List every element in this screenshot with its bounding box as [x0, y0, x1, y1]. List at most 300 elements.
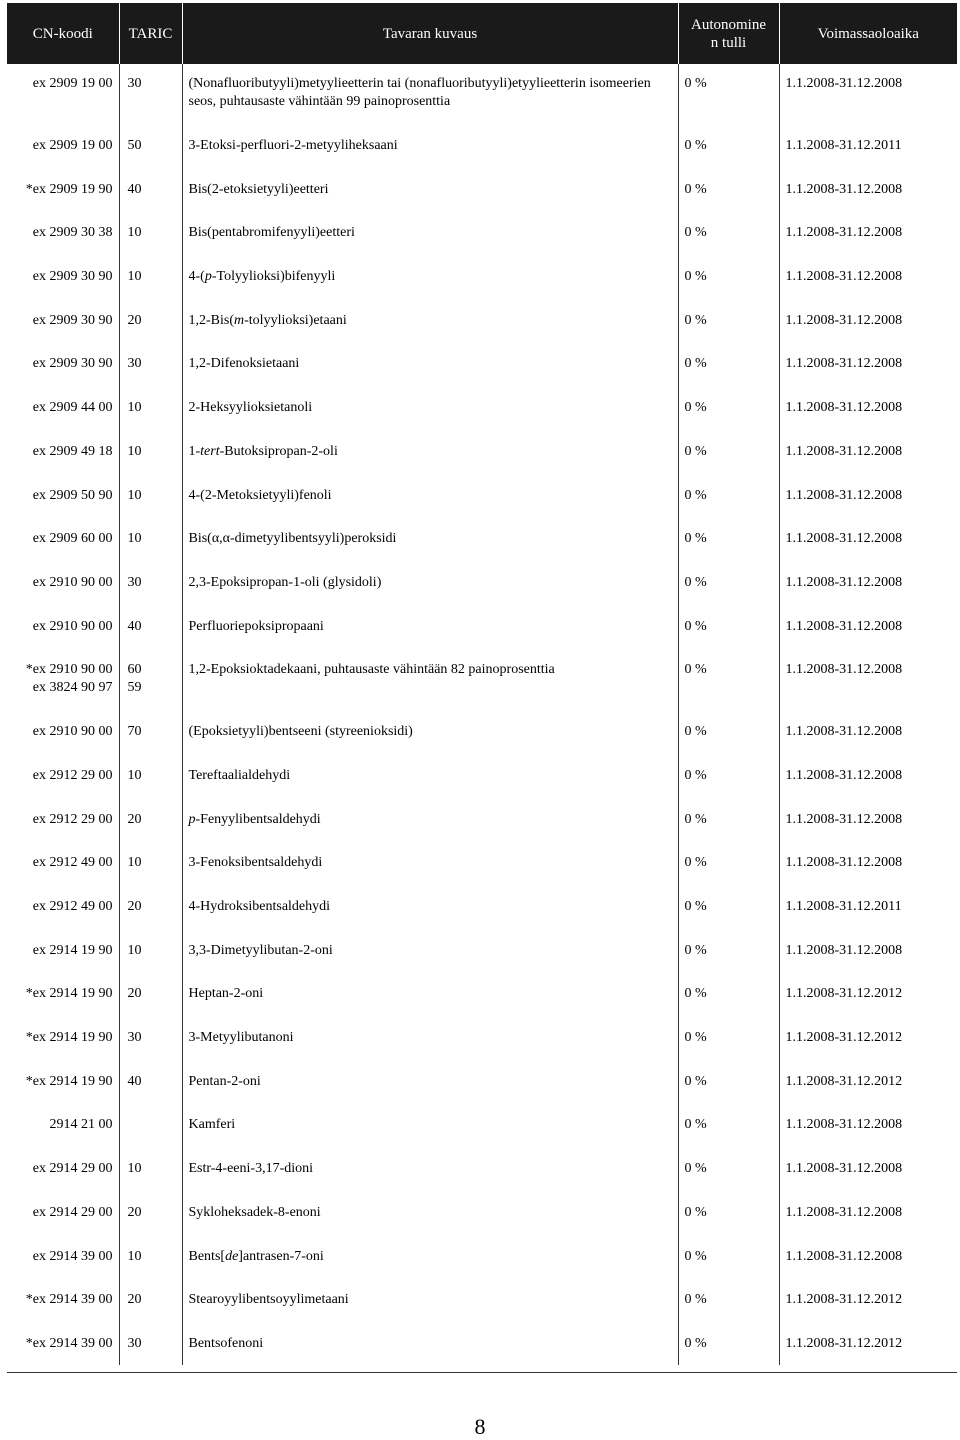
cn-code: ex 2909 30 90	[32, 269, 113, 285]
description-text-suffix: -Tolyylioksi)bifenyyli	[211, 269, 336, 285]
cn-code-cell	[7, 1149, 119, 1193]
table-row	[7, 170, 957, 214]
duty-rate: 0 %	[684, 1073, 707, 1089]
description-text-prefix: 1-	[188, 443, 201, 459]
description-text-suffix: -tolyylioksi)etaani	[244, 312, 347, 328]
taric-cell	[119, 301, 182, 345]
description-text-italic: p	[204, 269, 212, 285]
table-row	[7, 1237, 957, 1281]
taric-code: 10	[127, 1248, 142, 1264]
validity-period: 1.1.2008-31.12.2008	[785, 662, 903, 678]
table-row	[7, 1062, 957, 1106]
duty-rate: 0 %	[684, 1248, 707, 1264]
description-text-italic: p	[188, 811, 196, 827]
taric-code: 10	[127, 269, 142, 285]
cn-code-cell	[7, 388, 119, 432]
validity-period: 1.1.2008-31.12.2008	[785, 225, 903, 241]
duty-cell	[678, 1018, 779, 1062]
validity-cell	[779, 301, 957, 345]
duty-cell	[678, 887, 779, 931]
taric-cell	[119, 887, 182, 931]
taric-code: 10	[127, 942, 142, 958]
validity-period: 1.1.2008-31.12.2012	[785, 1030, 903, 1046]
duty-rate: 0 %	[684, 1204, 707, 1220]
validity-cell	[779, 1062, 957, 1106]
taric-code: 30	[127, 1335, 142, 1351]
table-row	[7, 931, 957, 975]
validity-cell	[779, 607, 957, 651]
duty-rate: 0 %	[684, 662, 707, 678]
taric-cell	[119, 126, 182, 170]
duty-rate: 0 %	[684, 811, 707, 827]
taric-code: 70	[127, 724, 142, 740]
taric-cell	[119, 344, 182, 388]
description-text-suffix: ]antrasen-7-oni	[238, 1248, 324, 1264]
validity-period: 1.1.2008-31.12.2008	[785, 1204, 903, 1220]
taric-cell	[119, 563, 182, 607]
description-text: Pentan-2-oni	[188, 1073, 261, 1089]
duty-rate: 0 %	[684, 400, 707, 416]
duty-rate: 0 %	[684, 225, 707, 241]
description-text: Bentsofenoni	[188, 1335, 264, 1351]
description-cell	[182, 1018, 678, 1062]
description-text: 1,2-Epoksioktadekaani, puhtausaste vähintään 82 painoprosenttia	[188, 662, 555, 678]
description-text: 4-(2-Metoksietyyli)fenoli	[188, 487, 332, 503]
taric-cell	[119, 843, 182, 887]
cn-code-cell	[7, 1193, 119, 1237]
table-row	[7, 712, 957, 756]
table-row	[7, 1193, 957, 1237]
taric-code: 30	[127, 1030, 142, 1046]
cn-code: *ex 2909 19 90	[25, 181, 113, 197]
validity-period: 1.1.2008-31.12.2008	[785, 356, 903, 372]
table-row	[7, 213, 957, 257]
table-row	[7, 563, 957, 607]
cn-code: ex 2909 50 90	[32, 487, 113, 503]
cn-code-cell	[7, 607, 119, 651]
description-text-italic: m	[234, 312, 245, 328]
cn-code-cell	[7, 1324, 119, 1365]
description-text-prefix: 1,2-Bis(	[188, 312, 234, 328]
cn-code-cell	[7, 1105, 119, 1149]
table-row	[7, 887, 957, 931]
cn-code: ex 2910 90 00	[32, 618, 113, 634]
duty-cell	[678, 1062, 779, 1106]
table-row	[7, 974, 957, 1018]
duty-rate: 0 %	[684, 356, 707, 372]
description-text: Bis(α,α-dimetyylibentsyyli)peroksidi	[188, 531, 397, 547]
cn-code-cell	[7, 432, 119, 476]
validity-period: 1.1.2008-31.12.2008	[785, 400, 903, 416]
header-autonomous-duty: Autonomine n tulli	[678, 3, 779, 64]
taric-cell	[119, 64, 182, 126]
description-text-italic: tert	[200, 443, 220, 459]
cn-code: ex 2910 90 00	[32, 724, 113, 740]
table-row	[7, 432, 957, 476]
cn-code: 2914 21 00	[49, 1117, 113, 1133]
taric-code: 10	[127, 225, 142, 241]
description-text: (Nonafluoributyyli)metyylieetterin tai (nonafluoributyyli)etyylieetterin isomeerien seos, puhtausaste vähintään 99 painoprosenttia	[188, 76, 651, 109]
taric-cell	[119, 931, 182, 975]
cn-code: ex 2914 29 00	[32, 1161, 113, 1177]
description-text: 2,3-Epoksipropan-1-oli (glysidoli)	[188, 574, 382, 590]
header-taric: TARIC	[119, 3, 182, 64]
description-text: 3-Metyylibutanoni	[188, 1030, 294, 1046]
duty-cell	[678, 1280, 779, 1324]
description-cell	[182, 257, 678, 301]
taric-cell	[119, 650, 182, 712]
table-row	[7, 257, 957, 301]
taric-cell	[119, 213, 182, 257]
validity-period: 1.1.2008-31.12.2008	[785, 767, 903, 783]
cn-code: ex 2914 29 00	[32, 1204, 113, 1220]
page-number: 8	[474, 1414, 486, 1439]
taric-code: 20	[127, 899, 142, 914]
taric-code: 10	[127, 1161, 142, 1177]
taric-cell	[119, 170, 182, 214]
description-cell	[182, 756, 678, 800]
duty-rate: 0 %	[684, 443, 707, 459]
cn-code: *ex 2910 90 00	[25, 662, 113, 678]
cn-code: *ex 2914 39 00	[25, 1292, 113, 1308]
validity-period: 1.1.2008-31.12.2012	[785, 1073, 903, 1089]
duty-cell	[678, 1193, 779, 1237]
table-row	[7, 800, 957, 844]
taric-code: 10	[127, 443, 142, 459]
validity-period: 1.1.2008-31.12.2008	[785, 269, 903, 285]
duty-rate: 0 %	[684, 618, 707, 634]
duty-rate: 0 %	[684, 1292, 707, 1308]
description-cell	[182, 563, 678, 607]
duty-rate: 0 %	[684, 181, 707, 197]
cn-code-cell	[7, 1062, 119, 1106]
cn-code: *ex 2914 39 00	[25, 1335, 113, 1351]
cn-code-cell	[7, 931, 119, 975]
description-text: 2-Heksyylioksietanoli	[188, 400, 313, 416]
description-text: Tereftaalialdehydi	[188, 767, 291, 783]
cn-code-cell	[7, 126, 119, 170]
validity-period: 1.1.2008-31.12.2008	[785, 811, 903, 827]
duty-rate: 0 %	[684, 312, 707, 328]
header-validity-period: Voimassaoloaika	[779, 3, 957, 64]
table-row	[7, 64, 957, 126]
table-row	[7, 344, 957, 388]
duty-cell	[678, 213, 779, 257]
duty-rate: 0 %	[684, 986, 707, 1002]
taric-code: 50	[127, 138, 142, 153]
description-cell	[182, 1193, 678, 1237]
duty-rate: 0 %	[684, 1030, 707, 1046]
taric-code: 60	[127, 662, 142, 678]
cn-code-cell	[7, 650, 119, 712]
validity-period: 1.1.2008-31.12.2008	[785, 181, 903, 197]
duty-rate: 0 %	[684, 1161, 707, 1177]
table-row	[7, 1018, 957, 1062]
validity-period: 1.1.2008-31.12.2008	[785, 1248, 903, 1264]
validity-period: 1.1.2008-31.12.2012	[785, 1335, 903, 1351]
duty-cell	[678, 344, 779, 388]
taric-code: 10	[127, 400, 142, 416]
validity-cell	[779, 800, 957, 844]
description-cell	[182, 607, 678, 651]
duty-rate: 0 %	[684, 574, 707, 590]
description-cell	[182, 344, 678, 388]
taric-cell	[119, 519, 182, 563]
table-row	[7, 1324, 957, 1365]
description-cell	[182, 712, 678, 756]
validity-period: 1.1.2008-31.12.2008	[785, 76, 903, 91]
duty-rate: 0 %	[684, 487, 707, 503]
validity-period: 1.1.2008-31.12.2008	[785, 724, 903, 740]
duty-cell	[678, 432, 779, 476]
description-text: Heptan-2-oni	[188, 986, 264, 1002]
validity-cell	[779, 887, 957, 931]
description-cell	[182, 887, 678, 931]
taric-cell	[119, 257, 182, 301]
cn-code: ex 2910 90 00	[32, 574, 113, 590]
taric-code: 10	[127, 531, 142, 547]
validity-cell	[779, 213, 957, 257]
taric-cell	[119, 1105, 182, 1149]
taric-code: 40	[127, 618, 142, 634]
taric-code: 20	[127, 986, 142, 1002]
duty-cell	[678, 519, 779, 563]
duty-rate: 0 %	[684, 767, 707, 783]
description-cell	[182, 1280, 678, 1324]
taric-cell	[119, 476, 182, 520]
description-cell	[182, 126, 678, 170]
taric-cell	[119, 800, 182, 844]
cn-code: ex 2912 29 00	[32, 811, 113, 827]
taric-code: 10	[127, 487, 142, 503]
description-cell	[182, 650, 678, 712]
taric-cell	[119, 974, 182, 1018]
duty-rate: 0 %	[684, 899, 707, 914]
cn-code: ex 2912 49 00	[32, 855, 113, 871]
description-cell	[182, 213, 678, 257]
tariff-table	[7, 3, 957, 1365]
taric-cell	[119, 1237, 182, 1281]
validity-cell	[779, 931, 957, 975]
description-cell	[182, 974, 678, 1018]
description-cell	[182, 170, 678, 214]
header-cn-code: CN-koodi	[7, 3, 119, 64]
validity-period: 1.1.2008-31.12.2008	[785, 312, 903, 328]
table-row	[7, 519, 957, 563]
validity-period: 1.1.2008-31.12.2008	[785, 855, 903, 871]
cn-code: ex 2914 39 00	[32, 1248, 113, 1264]
taric-cell	[119, 607, 182, 651]
duty-rate: 0 %	[684, 855, 707, 871]
validity-cell	[779, 388, 957, 432]
cn-code-cell	[7, 257, 119, 301]
cn-code-cell	[7, 476, 119, 520]
description-cell	[182, 476, 678, 520]
description-cell	[182, 301, 678, 345]
description-text: Sykloheksadek-8-enoni	[188, 1204, 321, 1220]
cn-code-cell	[7, 843, 119, 887]
description-text: Bis(pentabromifenyyli)eetteri	[188, 225, 355, 241]
description-cell	[182, 64, 678, 126]
cn-code: ex 2909 19 00	[32, 138, 113, 153]
duty-cell	[678, 388, 779, 432]
cn-code: ex 2909 30 90	[32, 356, 113, 372]
validity-cell	[779, 1280, 957, 1324]
cn-code-cell	[7, 519, 119, 563]
taric-code: 40	[127, 181, 142, 197]
validity-period: 1.1.2008-31.12.2008	[785, 618, 903, 634]
validity-cell	[779, 1193, 957, 1237]
cn-code-cell	[7, 563, 119, 607]
duty-rate: 0 %	[684, 942, 707, 958]
cn-code: ex 2909 60 00	[32, 531, 113, 547]
validity-cell	[779, 650, 957, 712]
cn-code-cell	[7, 974, 119, 1018]
duty-rate: 0 %	[684, 138, 707, 153]
duty-cell	[678, 650, 779, 712]
duty-rate: 0 %	[684, 76, 707, 91]
taric-code: 20	[127, 312, 142, 328]
description-text: (Epoksietyyli)bentseeni (styreenioksidi)	[188, 724, 413, 740]
duty-cell	[678, 126, 779, 170]
table-row	[7, 1149, 957, 1193]
cn-code: *ex 2914 19 90	[25, 1030, 113, 1046]
taric-code: 30	[127, 76, 142, 91]
duty-cell	[678, 931, 779, 975]
cn-code-secondary: ex 3824 90 97	[32, 680, 113, 696]
validity-cell	[779, 170, 957, 214]
validity-period: 1.1.2008-31.12.2008	[785, 574, 903, 590]
cn-code: ex 2909 19 00	[32, 76, 113, 91]
description-cell	[182, 800, 678, 844]
table-row	[7, 843, 957, 887]
description-text: Estr-4-eeni-3,17-dioni	[188, 1161, 314, 1177]
validity-cell	[779, 756, 957, 800]
description-text-suffix: -Fenyylibentsaldehydi	[195, 811, 321, 827]
taric-code-secondary: 59	[127, 680, 142, 696]
duty-cell	[678, 712, 779, 756]
taric-cell	[119, 712, 182, 756]
table-row	[7, 388, 957, 432]
cn-code-cell	[7, 64, 119, 126]
cn-code-cell	[7, 1280, 119, 1324]
cn-code: ex 2909 49 18	[32, 443, 113, 459]
duty-cell	[678, 257, 779, 301]
description-text-prefix: Bents[	[188, 1248, 226, 1264]
validity-period: 1.1.2008-31.12.2008	[785, 487, 903, 503]
taric-cell	[119, 1018, 182, 1062]
header-description: Tavaran kuvaus	[182, 3, 678, 64]
validity-cell	[779, 1018, 957, 1062]
duty-rate: 0 %	[684, 1335, 707, 1351]
duty-cell	[678, 476, 779, 520]
validity-period: 1.1.2008-31.12.2008	[785, 1117, 903, 1133]
cn-code-cell	[7, 170, 119, 214]
taric-code: 10	[127, 767, 142, 783]
description-text: 3-Fenoksibentsaldehydi	[188, 855, 323, 871]
validity-cell	[779, 563, 957, 607]
description-text-italic: de	[225, 1248, 239, 1264]
duty-cell	[678, 1237, 779, 1281]
cn-code-cell	[7, 301, 119, 345]
validity-cell	[779, 974, 957, 1018]
cn-code-cell	[7, 213, 119, 257]
table-row	[7, 126, 957, 170]
validity-period: 1.1.2008-31.12.2008	[785, 1161, 903, 1177]
duty-cell	[678, 64, 779, 126]
table-row	[7, 756, 957, 800]
description-text: Stearoyylibentsoyylimetaani	[188, 1292, 349, 1308]
description-text: 4-Hydroksibentsaldehydi	[188, 899, 331, 914]
taric-code: 40	[127, 1073, 142, 1089]
description-cell	[182, 1149, 678, 1193]
duty-cell	[678, 974, 779, 1018]
description-text: Bis(2-etoksietyyli)eetteri	[188, 181, 329, 197]
duty-cell	[678, 756, 779, 800]
validity-cell	[779, 126, 957, 170]
duty-cell	[678, 1324, 779, 1365]
validity-period: 1.1.2008-31.12.2011	[785, 138, 902, 153]
cn-code: ex 2914 19 90	[32, 942, 113, 958]
duty-rate: 0 %	[684, 531, 707, 547]
cn-code-cell	[7, 800, 119, 844]
description-text: 3-Etoksi-perfluori-2-metyyliheksaani	[188, 138, 398, 153]
validity-cell	[779, 1149, 957, 1193]
taric-cell	[119, 388, 182, 432]
duty-rate: 0 %	[684, 1117, 707, 1133]
cn-code: *ex 2914 19 90	[25, 1073, 113, 1089]
table-row	[7, 301, 957, 345]
cn-code: ex 2909 30 90	[32, 312, 113, 328]
cn-code: ex 2912 29 00	[32, 767, 113, 783]
table-row	[7, 1280, 957, 1324]
cn-code: ex 2912 49 00	[32, 899, 113, 914]
taric-cell	[119, 1324, 182, 1365]
description-cell	[182, 931, 678, 975]
validity-cell	[779, 519, 957, 563]
cn-code-cell	[7, 756, 119, 800]
validity-period: 1.1.2008-31.12.2012	[785, 1292, 903, 1308]
validity-cell	[779, 1324, 957, 1365]
duty-cell	[678, 1149, 779, 1193]
taric-code: 30	[127, 356, 142, 372]
description-cell	[182, 1324, 678, 1365]
validity-period: 1.1.2008-31.12.2008	[785, 443, 903, 459]
description-cell	[182, 388, 678, 432]
validity-cell	[779, 257, 957, 301]
cn-code-cell	[7, 344, 119, 388]
table-row	[7, 476, 957, 520]
description-text-suffix: -Butoksipropan-2-oli	[219, 443, 338, 459]
taric-code: 20	[127, 811, 142, 827]
taric-code: 20	[127, 1204, 142, 1220]
taric-cell	[119, 432, 182, 476]
validity-cell	[779, 1237, 957, 1281]
table-row	[7, 1105, 957, 1149]
table-row	[7, 607, 957, 651]
description-cell	[182, 519, 678, 563]
cn-code-cell	[7, 887, 119, 931]
validity-cell	[779, 64, 957, 126]
validity-cell	[779, 476, 957, 520]
description-cell	[182, 432, 678, 476]
taric-code: 20	[127, 1292, 142, 1308]
description-cell	[182, 1105, 678, 1149]
taric-cell	[119, 756, 182, 800]
description-text: 1,2-Difenoksietaani	[188, 356, 300, 372]
validity-cell	[779, 712, 957, 756]
duty-cell	[678, 563, 779, 607]
